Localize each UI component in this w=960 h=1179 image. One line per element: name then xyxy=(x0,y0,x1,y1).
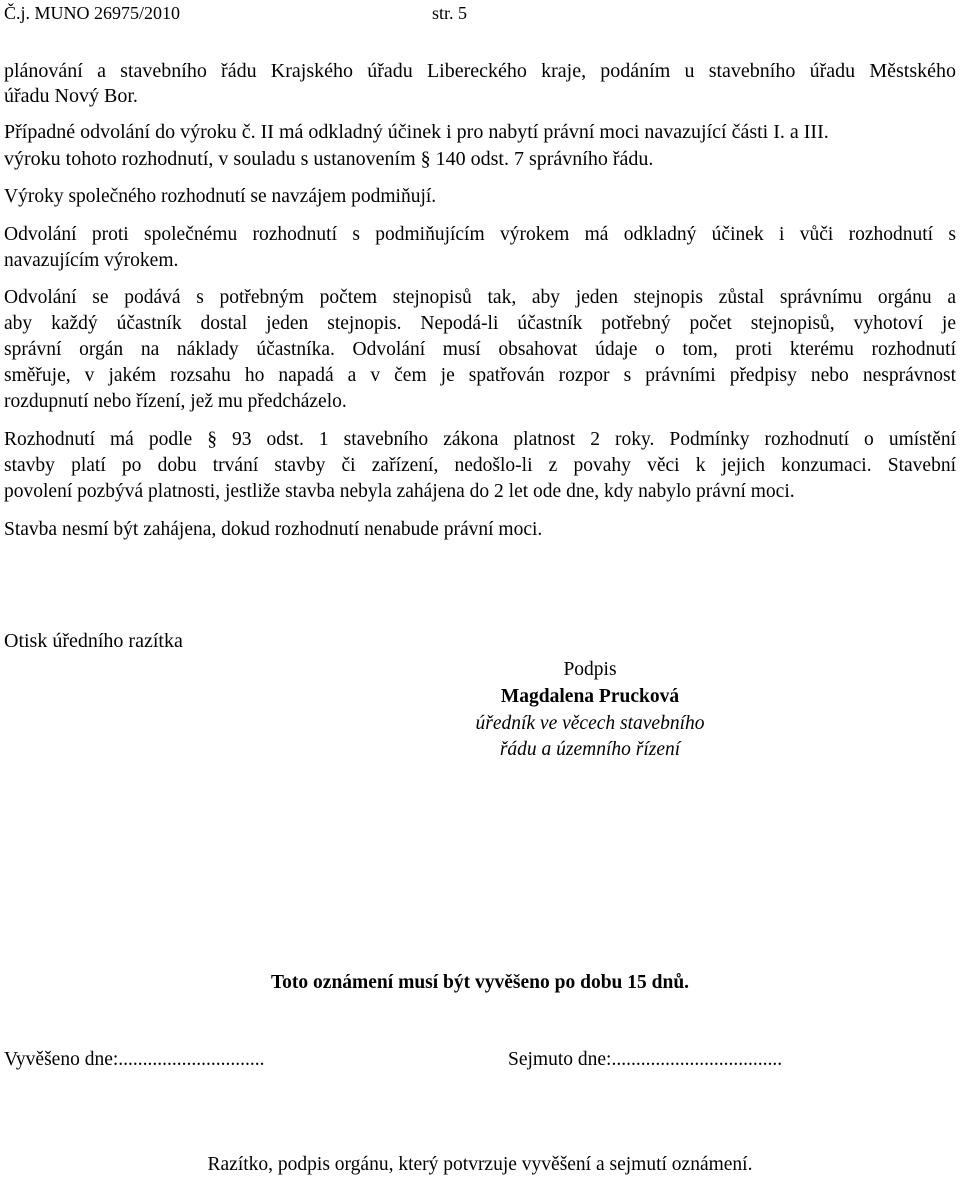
paragraph-line: správní orgán na náklady účastníka. Odvolání musí obsahovat údaje o tom, proti kterému rozhodnutí xyxy=(4,339,956,360)
paragraph-line: stavby platí po dobu trvání stavby či zařízení, nedošlo-li z povahy věci k jejich konzumaci. Stavební xyxy=(4,455,956,476)
signatory-role-line: řádu a územního řízení xyxy=(499,739,681,760)
document-reference: Č.j. MUNO 26975/2010 xyxy=(4,3,181,23)
paragraph-line: Rozhodnutí má podle § 93 odst. 1 stavebního zákona platnost 2 roky. Podmínky rozhodnutí o umístění xyxy=(4,429,956,450)
removed-date-field: Sejmuto dne:................................... xyxy=(508,1049,783,1070)
paragraph-line: navazujícím výrokem. xyxy=(4,250,179,271)
footer-note: Razítko, podpis orgánu, který potvrzuje vyvěšení a sejmutí oznámení. xyxy=(207,1154,753,1175)
paragraph-line: aby každý účastník dostal jeden stejnopis. Nepodá-li účastník potřebný počet stejnopisů, vyhotoví je xyxy=(4,313,956,334)
posted-date-field: Vyvěšeno dne:.............................. xyxy=(4,1049,265,1070)
page-number: str. 5 xyxy=(432,3,468,23)
posting-notice: Toto oznámení musí být vyvěšeno po dobu 15 dnů. xyxy=(270,972,690,993)
paragraph-line: výroku tohoto rozhodnutí, v souladu s ustanovením § 140 odst. 7 správního řádu. xyxy=(4,148,654,170)
paragraph-line: rozdupnutí nebo řízení, jež mu předcházelo. xyxy=(4,391,347,412)
paragraph-line: Výroky společného rozhodnutí se navzájem podmiňují. xyxy=(4,186,437,207)
paragraph-line: plánování a stavebního řádu Krajského úřadu Libereckého kraje, podáním u stavebního úřadu Městského xyxy=(4,60,956,82)
paragraph-line: povolení pozbývá platnosti, jestliže stavba nebyla zahájena do 2 let ode dne, kdy nabylo právní moci. xyxy=(4,481,795,502)
signatory-name: Magdalena Prucková xyxy=(500,686,680,707)
paragraph-line: úřadu Nový Bor. xyxy=(4,85,138,107)
signature-label: Podpis xyxy=(563,659,617,680)
paragraph-line: směřuje, v jakém rozsahu ho napadá a v čem je spatřován rozpor s právními předpisy nebo nesprávnost xyxy=(4,365,956,386)
paragraph-line: Odvolání proti společnému rozhodnutí s podmiňujícím výrokem má odkladný účinek i vůči rozhodnutí s xyxy=(4,224,956,245)
paragraph-line: Odvolání se podává s potřebným počtem stejnopisů tak, aby jeden stejnopis zůstal správnímu orgánu a xyxy=(4,287,956,308)
stamp-label: Otisk úředního razítka xyxy=(4,630,183,652)
signatory-role-line: úředník ve věcech stavebního xyxy=(475,713,705,734)
paragraph-line: Případné odvolání do výroku č. II má odkladný účinek i pro nabytí právní moci navazující části I. a III. xyxy=(4,121,829,143)
paragraph-line: Stavba nesmí být zahájena, dokud rozhodnutí nenabude právní moci. xyxy=(4,519,543,540)
